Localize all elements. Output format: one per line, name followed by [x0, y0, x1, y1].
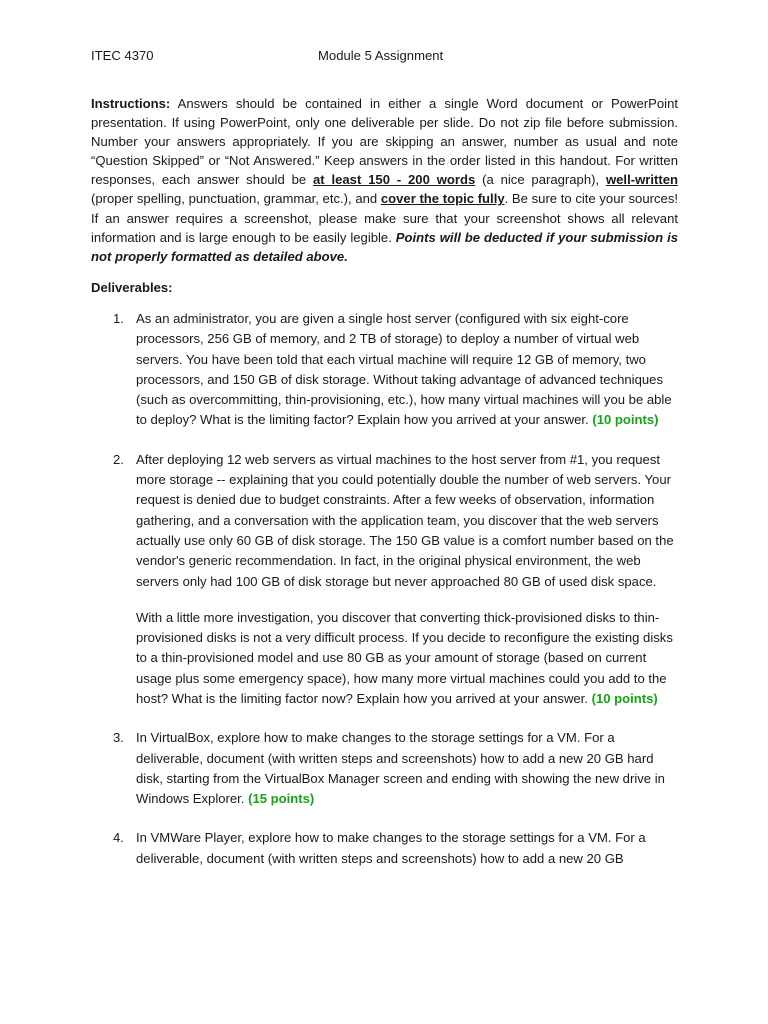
item-number: 2.: [113, 451, 124, 467]
points-label: (10 points): [591, 690, 658, 706]
assignment-title: Module 5 Assignment: [318, 48, 444, 63]
item-number: 3.: [113, 730, 124, 746]
deliverables-list: [91, 309, 678, 869]
item-1-text: As an administrator, you are given a single host server (configured with six eight-core processors, 256 GB of memory, and 2 TB of storage) to deploy a number of virtual web servers. You have been told that each virtual machine will require 12 GB of memory, two processors, and 150 GB of disk storage. Without taking advantage of advanced techniques (such as overcommitting, thin-provisioning, etc.), how many virtual machines will you be able to deploy? What is the limiting factor? Explain how you arrived at your answer.: [136, 310, 672, 428]
list-item: [91, 309, 678, 431]
points-label: (10 points): [592, 412, 659, 428]
list-item: [91, 450, 678, 710]
instructions-text-3: (proper spelling, punctuation, grammar, etc.), and: [91, 191, 381, 207]
page-header: [91, 46, 678, 66]
instructions-label: Instructions:: [91, 96, 171, 111]
well-written-requirement: well-written: [605, 172, 678, 188]
deliverables-heading: Deliverables:: [91, 279, 173, 295]
document-page: [91, 46, 678, 888]
item-text: [136, 309, 678, 431]
list-item: [91, 728, 678, 809]
list-item: [91, 828, 678, 869]
formatting-warning: Points will be deducted if your submission is not properly formatted as detailed above.: [91, 229, 679, 264]
instructions-text-1: Answers should be contained in either a single Word document or PowerPoint presentation. If using PowerPoint, only one deliverable per slide. Do not zip file before submission. Number your answers appropriately. If you are skipping an answer, number as usual and note “Question Skipped” or “Not Answered.” Keep answers in the order listed in this handout. For written responses, each answer should be: [91, 96, 678, 188]
item-text: [136, 728, 678, 809]
item-2-paragraph-2: [136, 608, 678, 709]
instructions-text-4: . Be sure to cite your sources! If an answer requires a screenshot, please make sure that your screenshot shows all relevant information and is large enough to be easily legible.: [91, 191, 678, 245]
cover-topic-requirement: cover the topic fully: [380, 191, 505, 207]
item-2-text: With a little more investigation, you discover that converting thick-provisioned disks to thin-provisioned disks is not a very difficult process. If you decide to reconfigure the existing disks to a thin-provisioned model and use 80 GB as your amount of storage (based on current usage plus some emergency space), how many more virtual machines could you add to the host? What is the limiting factor now? Explain how you arrived at your answer.: [136, 609, 673, 706]
item-4-text: In VMWare Player, explore how to make changes to the storage settings for a VM. For a deliverable, document (with written steps and screenshots) how to add a new 20 GB: [136, 830, 646, 866]
item-3-text: In VirtualBox, explore how to make changes to the storage settings for a VM. For a deliverable, document (with written steps and screenshots) how to add a new 20 GB hard disk, starting from the VirtualBox Manager screen and ending with showing the new drive in Windows Explorer.: [136, 730, 665, 807]
instructions-text-2: (a nice paragraph),: [475, 172, 606, 188]
item-number: 4.: [113, 830, 124, 846]
word-count-requirement: at least 150 - 200 words: [312, 172, 476, 188]
instructions-paragraph: [91, 94, 678, 266]
points-label: (15 points): [248, 791, 315, 807]
item-number: 1.: [113, 310, 124, 326]
course-code: ITEC 4370: [91, 48, 154, 63]
item-2-paragraph-1: After deploying 12 web servers as virtual machines to the host server from #1, you request more storage -- explaining that you could potentially double the number of web servers. Your request is denied due to budget constraints. After a few weeks of observation, information gathering, and a conversation with the application team, you discover that the web servers actually use only 60 GB of disk storage. The 150 GB value is a comfort number based on the vendor's generic recommendation. In fact, in the original physical environment, the web servers only had 100 GB of disk storage but never approached 80 GB of used disk space.: [136, 451, 674, 589]
